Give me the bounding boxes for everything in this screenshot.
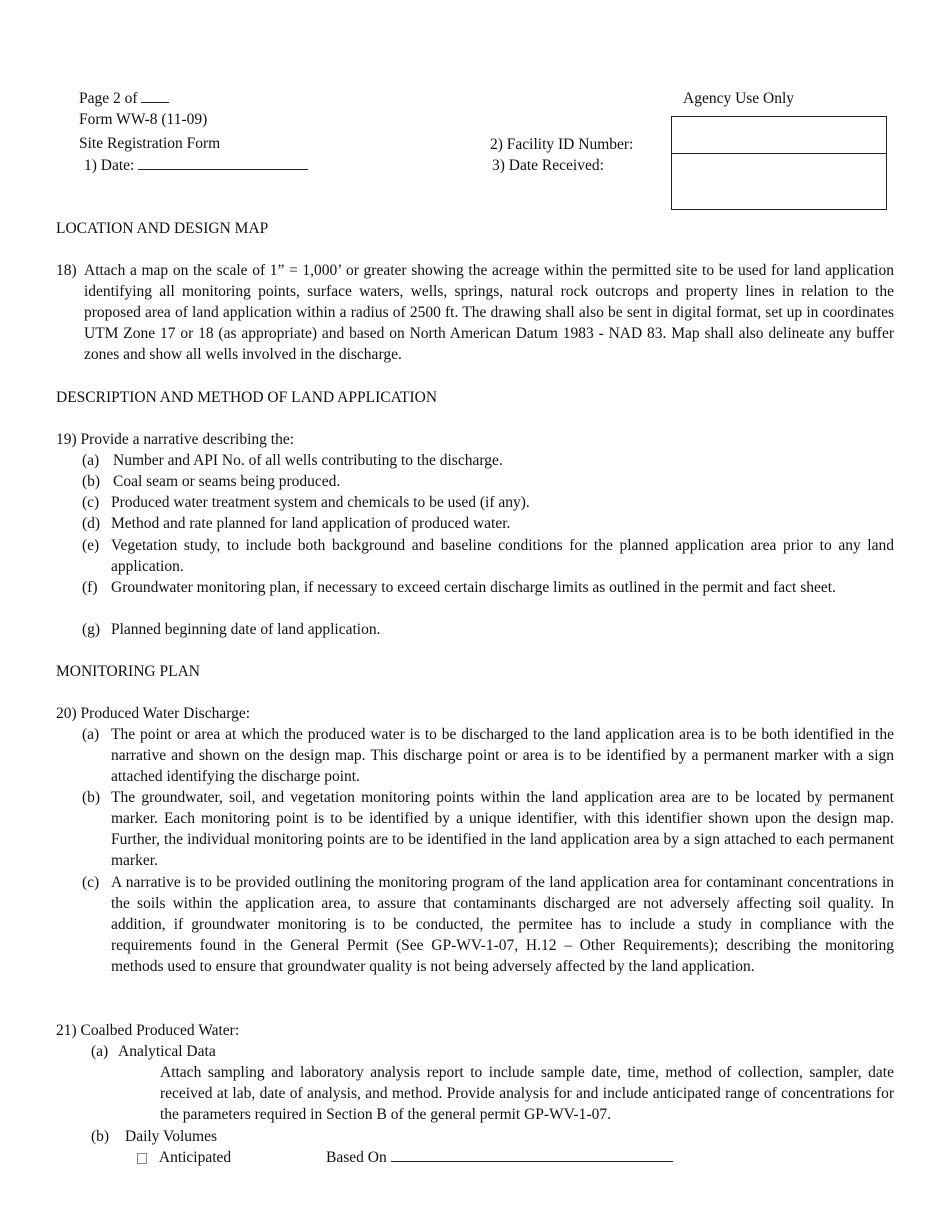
- location-heading: LOCATION AND DESIGN MAP: [56, 220, 269, 237]
- list-label: (e): [82, 537, 100, 554]
- list-label: (g): [82, 621, 101, 638]
- based-on-label: Based On: [326, 1149, 387, 1166]
- list-item: Groundwater monitoring plan, if necessary to exceed certain discharge limits as outlined in the permit and fact sheet.: [111, 579, 836, 596]
- list-item: A narrative is to be provided outlining the monitoring program of the land application area for contaminant concentrations in the soils within the application area, to assure that contaminants discharged are not adversely affecting soil quality. In addition, if groundwater monitoring is to be conducted, the permitee has to include a study in compliance with the requirements found in the General Permit (See GP-WV-1-07, H.12 – Other Requirements); describing the monitoring methods used to ensure that groundwater quality is not being adversely affected by the land application.: [111, 874, 894, 975]
- list-item: Planned beginning date of land application.: [111, 621, 381, 638]
- daily-volumes-title: Daily Volumes: [125, 1128, 218, 1145]
- monitoring-intro: 20) Produced Water Discharge:: [56, 705, 251, 722]
- list-item: The point or area at which the produced water is to be discharged to the land application area is to be both identified in the narrative and shown on the design map. This discharge point or area is to be identified by a permanent marker with a sign attached identifying the discharge point.: [111, 726, 894, 785]
- date-received-field[interactable]: [673, 155, 885, 208]
- date-row: 1) Date:: [84, 155, 308, 176]
- list-label: (d): [82, 515, 101, 532]
- list-label: (b): [82, 473, 101, 490]
- coalbed-intro: 21) Coalbed Produced Water:: [56, 1022, 240, 1039]
- list-label: (a): [82, 726, 100, 743]
- anticipated-checkbox[interactable]: [137, 1153, 147, 1164]
- list-label: (b): [91, 1128, 110, 1145]
- analytical-data-text: Attach sampling and laboratory analysis report to include sample date, time, method of collection, sampler, date received at lab, date of analysis, and method. Provide analysis for and include anticipated range of concentrations for the parameters required in Section B of the general permit GP-WV-1-07.: [160, 1064, 894, 1123]
- facility-id-field[interactable]: [673, 118, 885, 152]
- list-label: (a): [91, 1043, 109, 1060]
- date-received-label: 3) Date Received:: [492, 157, 604, 174]
- based-on-row: [326, 1147, 673, 1168]
- anticipated-label: Anticipated: [158, 1149, 232, 1166]
- list-label: (c): [82, 494, 100, 511]
- list-label: (f): [82, 579, 98, 596]
- agency-box-divider: [671, 153, 887, 154]
- list-item: Method and rate planned for land application of produced water.: [111, 515, 511, 532]
- anticipated-row: [137, 1147, 231, 1168]
- list-label: (b): [82, 789, 101, 806]
- list-item: The groundwater, soil, and vegetation monitoring points within the land application area are to be located by permanent marker. Each monitoring point is to be identified by a unique identifier, with this identifier shown upon the design map. Further, the individual monitoring points are to be identified in the land application area by a sign attached to each permanent marker.: [111, 789, 894, 869]
- list-item: Vegetation study, to include both background and baseline conditions for the planned application area prior to any land application.: [111, 537, 894, 575]
- location-text: Attach a map on the scale of 1” = 1,000’ or greater showing the acreage within the permitted site to be used for land application identifying all monitoring points, surface waters, wells, springs, natural rock outcrops and property lines in relation to the proposed area of land application within a radius of 2500 ft. The drawing shall also be sent in digital format, set up in coordinates UTM Zone 17 or 18 (as appropriate) and based on North American Datum 1983 - NAD 83. Map shall also delineate any buffer zones and show all wells involved in the discharge.: [84, 262, 894, 363]
- analytical-data-title: Analytical Data: [118, 1043, 216, 1060]
- description-heading: DESCRIPTION AND METHOD OF LAND APPLICATION: [56, 389, 438, 406]
- list-item: Number and API No. of all wells contributing to the discharge.: [113, 452, 503, 469]
- monitoring-heading: MONITORING PLAN: [56, 663, 200, 680]
- facility-id-label: 2) Facility ID Number:: [490, 136, 634, 153]
- list-item: Coal seam or seams being produced.: [113, 473, 341, 490]
- page-number: Page 2 of: [79, 88, 169, 109]
- total-pages-field[interactable]: [141, 88, 169, 103]
- form-title: Site Registration Form: [79, 135, 221, 152]
- agency-use-label: Agency Use Only: [683, 90, 795, 107]
- description-intro: 19) Provide a narrative describing the:: [56, 431, 295, 448]
- form-number: Form WW-8 (11-09): [79, 111, 208, 128]
- date-field[interactable]: [138, 155, 308, 170]
- based-on-field[interactable]: [391, 1147, 673, 1162]
- list-item: Produced water treatment system and chemicals to be used (if any).: [111, 494, 530, 511]
- list-label: (c): [82, 874, 100, 891]
- item-number: 18): [56, 262, 77, 279]
- list-label: (a): [82, 452, 100, 469]
